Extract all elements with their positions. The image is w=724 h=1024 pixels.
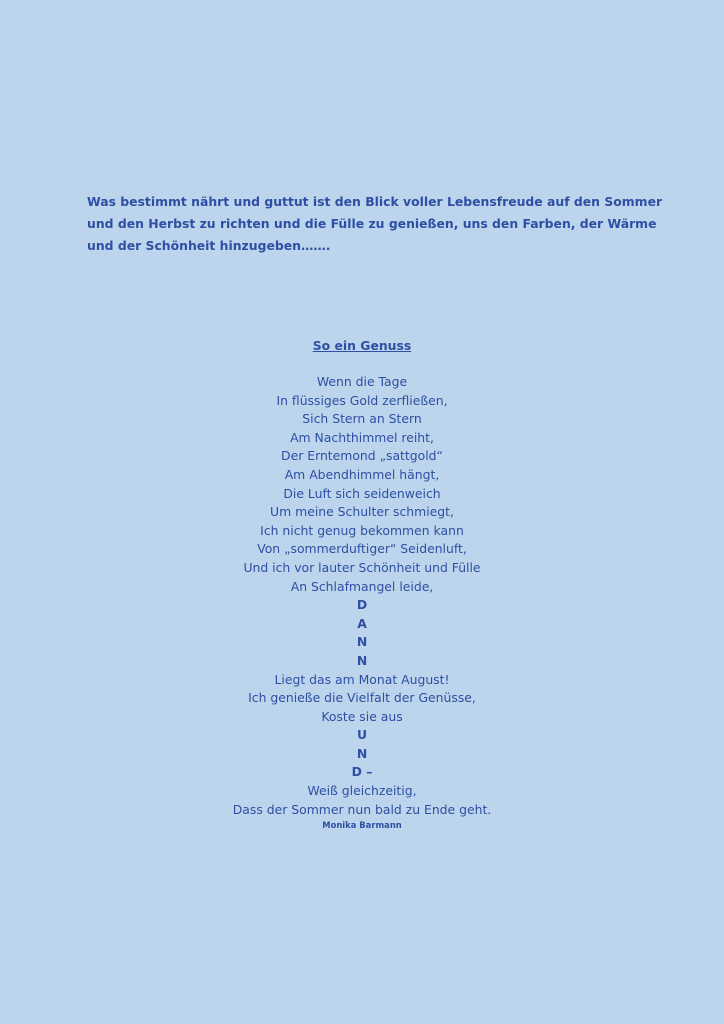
poem-line: Die Luft sich seidenweich xyxy=(283,485,441,501)
poem-line: Ich genieße die Vielfalt der Genüsse, xyxy=(248,690,476,706)
poem-line: Koste sie aus xyxy=(321,708,403,724)
poem-line: Und ich vor lauter Schönheit und Fülle xyxy=(243,559,481,575)
poem-line: Sich Stern an Stern xyxy=(302,411,422,427)
poem-letter-line: N xyxy=(356,745,368,761)
poem-body xyxy=(0,373,724,819)
intro-line: Was bestimmt nährt und guttut ist den Blick voller Lebensfreude auf den Sommer xyxy=(87,194,663,209)
poem-line: Dass der Sommer nun bald zu Ende geht. xyxy=(232,801,492,817)
poem-title: So ein Genuss xyxy=(312,338,412,353)
poem-letter-line: U xyxy=(356,727,368,743)
poem-line: Ich nicht genug bekommen kann xyxy=(260,522,464,538)
poem xyxy=(0,336,724,831)
poem-letter-line: A xyxy=(357,615,367,631)
poem-line: An Schlafmangel leide, xyxy=(290,578,434,594)
poem-line: Am Nachthimmel reiht, xyxy=(290,429,434,445)
intro-line: und den Herbst zu richten und die Fülle zu genießen, uns den Farben, der Wärme xyxy=(87,216,657,231)
poem-line: Um meine Schulter schmiegt, xyxy=(270,504,454,520)
poem-line: Von „sommerduftiger“ Seidenluft, xyxy=(257,541,467,557)
poem-letter-line: N xyxy=(356,634,368,650)
poem-line: Liegt das am Monat August! xyxy=(274,671,450,687)
poem-letter-line: N xyxy=(356,652,368,668)
poem-line: Weiß gleichzeitig, xyxy=(307,783,417,799)
poem-line: Wenn die Tage xyxy=(316,374,408,389)
poem-author: Monika Barmann xyxy=(322,820,402,831)
poem-line: In flüssiges Gold zerfließen, xyxy=(276,392,448,408)
intro-line: und der Schönheit hinzugeben……. xyxy=(87,238,331,253)
poem-letter-line: D – xyxy=(351,764,373,780)
intro-paragraph xyxy=(87,191,663,257)
poem-line: Am Abendhimmel hängt, xyxy=(284,466,440,482)
poem-letter-line: D xyxy=(356,597,368,613)
poem-line: Der Erntemond „sattgold“ xyxy=(281,448,443,464)
